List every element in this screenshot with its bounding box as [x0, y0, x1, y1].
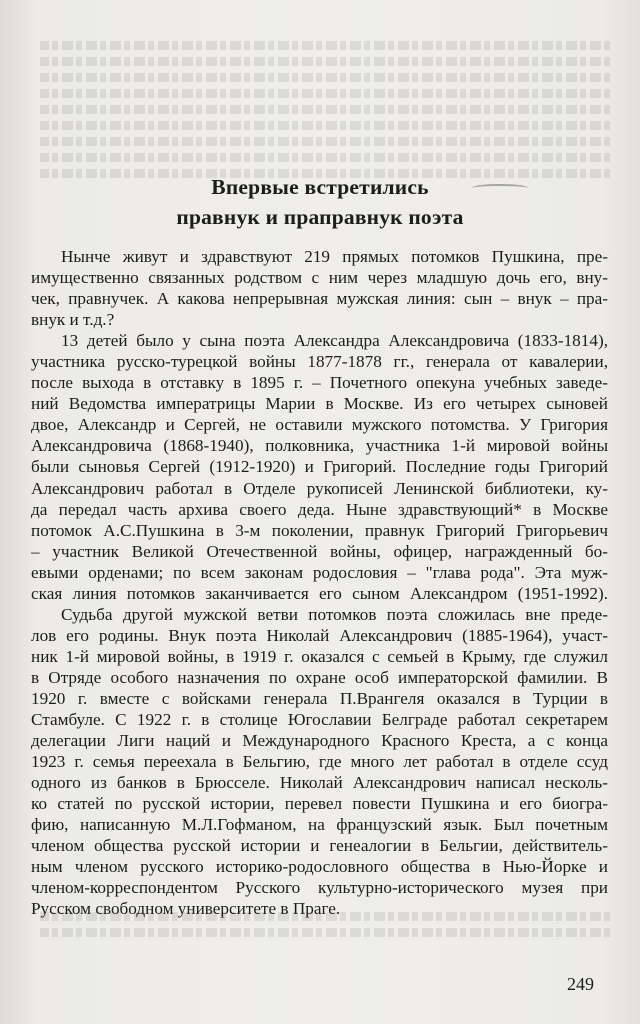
text-line: ник 1-й мировой войны, в 1919 г. оказался с семьей в Крыму, где служил: [31, 646, 608, 666]
chapter-title-line-2: правнук и праправнук поэта: [176, 205, 464, 229]
text-line: внук и т.д.?: [31, 310, 115, 330]
text-line: делегации Лиги наций и Международного Красного Креста, а с конца: [31, 731, 608, 751]
text-line: ская линия потомков заканчивается его сыном Александром (1951-1992).: [31, 583, 608, 603]
text-line: были сыновья Сергей (1912-1920) и Григорий. Последние годы Григорий: [31, 457, 608, 477]
text-line: Судьба другой мужской ветви потомков поэта сложилась вне преде-: [61, 604, 608, 624]
bleed-through-text-top: [40, 34, 610, 184]
text-line: ным членом русского историко-родословного общества в Нью-Йорке и: [31, 857, 608, 877]
page-number: 249: [567, 974, 594, 994]
text-line: одного из банков в Брюсселе. Николай Александрович написал несколь-: [31, 773, 608, 793]
text-line: имущественно связанных родством с ним через младшую дочь его, вну-: [31, 268, 608, 288]
text-line: после выхода в отставку в 1895 г. – Почетного опекуна учебных заведе-: [31, 373, 608, 393]
text-line: Стамбуле. С 1922 г. в столице Югославии Белграде работал секретарем: [31, 710, 608, 730]
chapter-title: [60, 172, 580, 232]
text-line: ко статей по русской истории, перевел повести Пушкина и его биогра-: [31, 794, 608, 814]
text-line: лов его родины. Внук поэта Николай Александрович (1885-1964), участ-: [31, 625, 608, 645]
text-line: 1923 г. семья переехала в Бельгию, где много лет работал в отделе ссуд: [31, 752, 608, 772]
text-line: Нынче живут и здравствуют 219 прямых потомков Пушкина, пре-: [61, 247, 608, 266]
text-line: членом-корреспондентом Русского культурно-исторического музея при: [31, 878, 608, 898]
text-line: потомок А.С.Пушкина в 3-м поколении, правнук Григорий Григорьевич: [31, 520, 608, 540]
text-line: чек, правнучек. А какова непрерывная мужская линия: сын – внук – пра-: [31, 289, 608, 309]
paragraph-1: [31, 246, 608, 330]
text-line: евыми орденами; по всем законам родословия – "глава рода". Эта муж-: [31, 562, 608, 582]
text-line: Александровича (1868-1940), полковника, участника 1-й мировой войны: [31, 436, 608, 456]
text-line: – участник Великой Отечественной войны, офицер, награжденный бо-: [31, 541, 608, 561]
text-line: ний Ведомства императрицы Марии в Москве. Из его четырех сыновей: [31, 394, 608, 414]
text-line: в Отряде особого назначения по охране особ императорской фамилии. В: [31, 667, 608, 687]
text-line: 13 детей было у сына поэта Александра Александровича (1833-1814),: [61, 331, 608, 351]
body-text: [31, 246, 608, 920]
pencil-underline-mark: [472, 184, 528, 192]
text-line: да передал часть архива своего деда. Ныне здравствующий* в Москве: [31, 499, 608, 519]
text-line: Русском свободном университете в Праге.: [31, 899, 341, 919]
text-line: членом общества русской истории и генеалогии в Бельгии, действитель-: [31, 836, 608, 856]
text-line: 1920 г. вместе с войсками генерала П.Врангеля оказался в Турции в: [31, 688, 608, 708]
text-line: участника русско-турецкой войны 1877-1878 гг., генерала от кавалерии,: [31, 352, 608, 372]
paragraph-3: [31, 604, 608, 920]
text-line: двое, Александр и Сергей, не оставили мужского потомства. У Григория: [31, 415, 608, 435]
chapter-title-line-1: Впервые встретились: [211, 175, 429, 199]
text-line: Александрович работал в Отделе рукописей Ленинской библиотеки, ку-: [31, 478, 608, 498]
paragraph-2: [31, 330, 608, 604]
text-line: фию, написанную М.Л.Гофманом, на французский язык. Был почетным: [31, 815, 608, 835]
